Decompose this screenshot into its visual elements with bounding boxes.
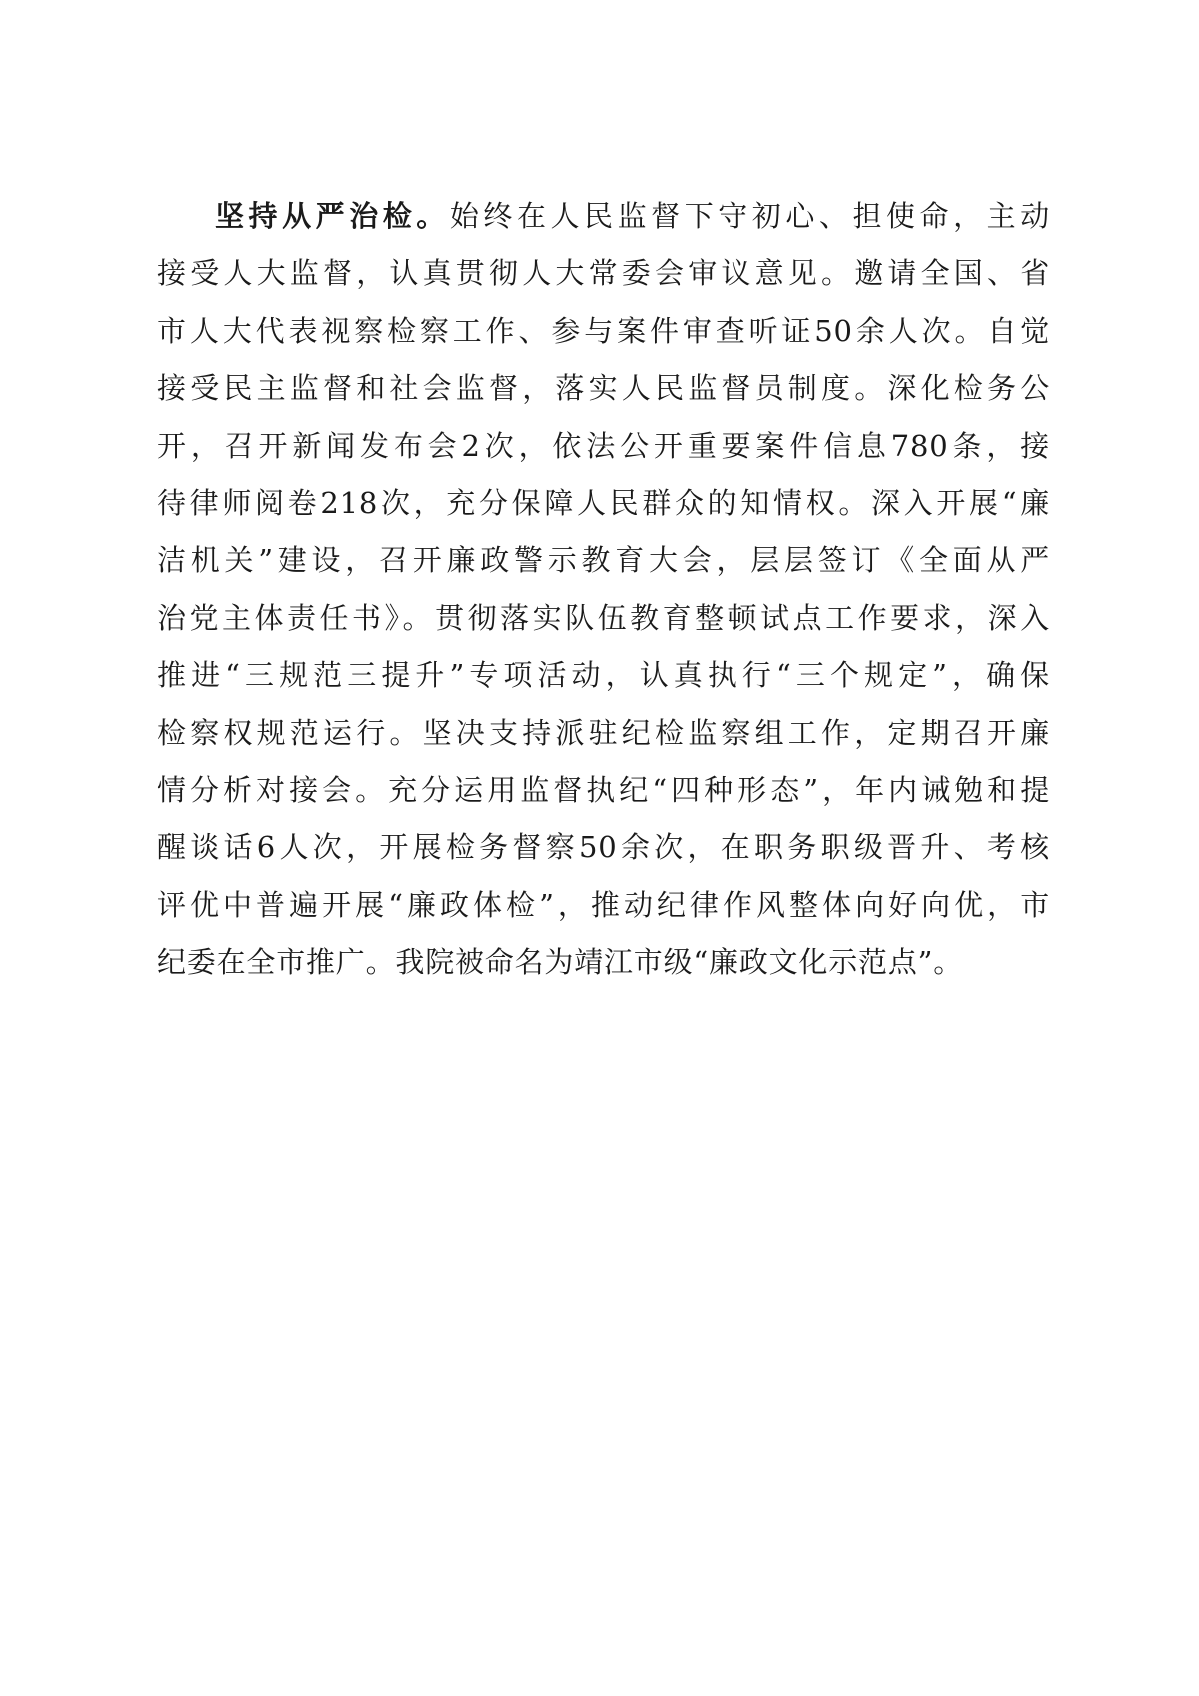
paragraph-line: 醒谈话6人次，开展检务督察50余次，在职务职级晋升、考核 bbox=[157, 830, 1050, 865]
paragraph-line: 市人大代表视察检察工作、参与案件审查听证50余人次。自觉 bbox=[157, 313, 1050, 348]
paragraph-lead-heading: 坚持从严治检。 bbox=[215, 199, 450, 233]
paragraph-line: 待律师阅卷218次，充分保障人民群众的知情权。深入开展“廉 bbox=[157, 485, 1050, 520]
paragraph-line: 检察权规范运行。坚决支持派驻纪检监察组工作，定期召开廉 bbox=[157, 715, 1050, 750]
paragraph-line bbox=[157, 188, 1050, 245]
paragraph-line: 洁机关”建设，召开廉政警示教育大会，层层签订《全面从严 bbox=[157, 543, 1050, 578]
paragraph-line: 治党主体责任书》。贯彻落实队伍教育整顿试点工作要求，深入 bbox=[157, 600, 1050, 635]
paragraph-line: 推进“三规范三提升”专项活动，认真执行“三个规定”，确保 bbox=[157, 658, 1050, 693]
paragraph-line: 情分析对接会。充分运用监督执纪“四种形态”，年内诫勉和提 bbox=[157, 772, 1050, 807]
body-paragraph bbox=[157, 188, 1050, 991]
paragraph-line: 接受人大监督，认真贯彻人大常委会审议意见。邀请全国、省 bbox=[157, 256, 1050, 291]
paragraph-line: 开，召开新闻发布会2次，依法公开重要案件信息780条，接 bbox=[157, 428, 1050, 463]
paragraph-line: 纪委在全市推广。我院被命名为靖江市级“廉政文化示范点”。 bbox=[157, 945, 964, 980]
paragraph-line-text: 始终在人民监督下守初心、担使命，主动 bbox=[449, 199, 1050, 233]
paragraph-line: 接受民主监督和社会监督，落实人民监督员制度。深化检务公 bbox=[157, 371, 1050, 406]
paragraph-line: 评优中普遍开展“廉政体检”，推动纪律作风整体向好向优，市 bbox=[157, 887, 1050, 922]
